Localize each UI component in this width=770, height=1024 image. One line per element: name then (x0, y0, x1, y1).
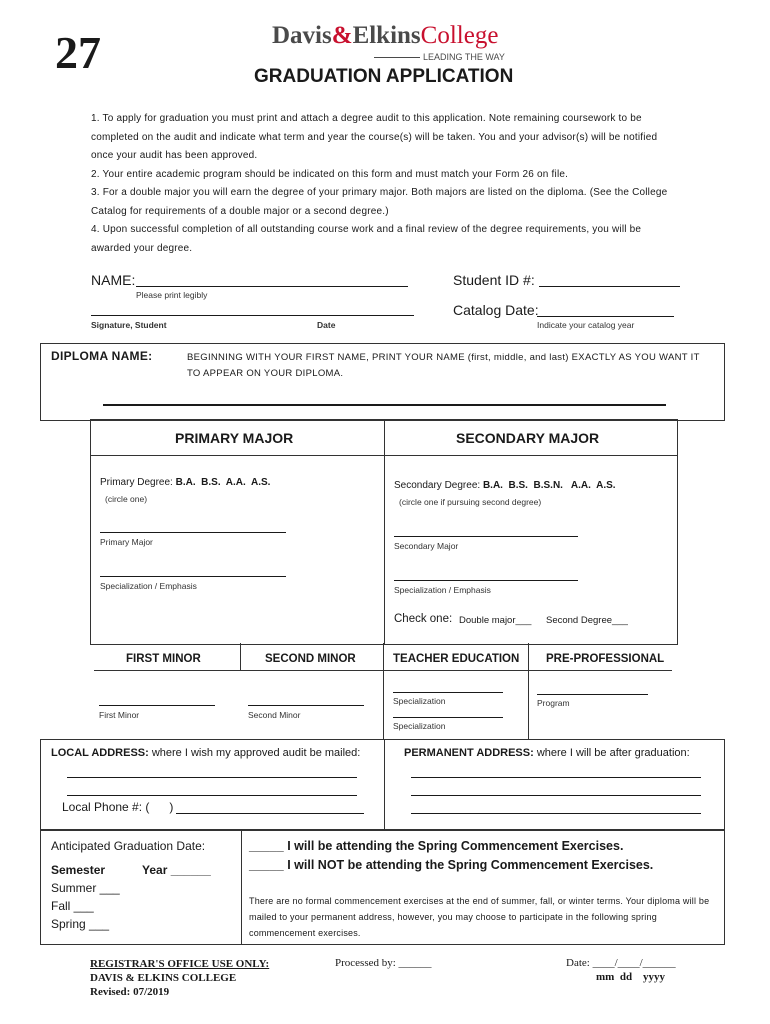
commencement-note: There are no formal commencement exercises at the end of summer, fall, or winter terms. Your diploma will be mailed to your permanent address, however, you may choose to participate in the following spring commencement exercises. (249, 896, 710, 938)
local-address-line1[interactable] (67, 777, 357, 778)
teacher-spec1-field[interactable] (393, 692, 503, 693)
diploma-instruction: BEGINNING WITH YOUR FIRST NAME, PRINT YOUR NAME (first, middle, and last) EXACTLY AS YOU WANT IT TO APPEAR ON YOUR DIPLOMA. (187, 352, 700, 379)
college-logo (272, 22, 512, 62)
registrar-heading: REGISTRAR'S OFFICE USE ONLY: (90, 958, 270, 970)
secondary-degree-label: Secondary Degree: (394, 480, 481, 491)
diploma-box (40, 343, 725, 421)
graduation-box (40, 829, 725, 945)
local-phone-field[interactable] (176, 813, 364, 814)
teacher-spec2-field[interactable] (393, 717, 503, 718)
permanent-address-line2[interactable] (411, 795, 701, 796)
minors-section (90, 643, 676, 739)
year-field[interactable]: Year ______ (142, 863, 211, 877)
signature-label: Signature, Student (91, 320, 167, 330)
logo-college: College (420, 22, 499, 49)
diploma-name-field[interactable] (103, 404, 666, 406)
primary-major-heading: PRIMARY MAJOR (175, 430, 294, 446)
name-field[interactable] (136, 286, 408, 287)
summer-option[interactable]: Summer ___ (51, 881, 120, 895)
check-one-label: Check one: (394, 613, 453, 625)
registrar-block (90, 957, 269, 999)
fall-option[interactable]: Fall ___ (51, 899, 94, 913)
name-hint: Please print legibly (136, 290, 208, 300)
teacher-spec1-label: Specialization (393, 696, 446, 706)
pre-professional-field[interactable] (537, 694, 648, 695)
double-major-option[interactable]: Double major___ (459, 615, 532, 626)
first-minor-field[interactable] (99, 705, 215, 706)
instructions (91, 110, 681, 258)
attending-option[interactable]: _____ I will be attending the Spring Commencement Exercises. (249, 839, 624, 853)
second-degree-option[interactable]: Second Degree___ (546, 615, 628, 626)
second-minor-heading: SECOND MINOR (265, 653, 356, 665)
first-minor-heading: FIRST MINOR (126, 653, 201, 665)
primary-spec-field[interactable] (100, 576, 286, 577)
secondary-major-heading: SECONDARY MAJOR (456, 430, 600, 446)
logo-amp: & (331, 22, 353, 49)
form-number: 27 (55, 27, 101, 78)
teacher-spec2-label: Specialization (393, 721, 446, 731)
secondary-spec-label: Specialization / Emphasis (394, 585, 491, 595)
majors-box (90, 419, 678, 645)
diploma-label: DIPLOMA NAME: (51, 349, 153, 363)
student-id-field[interactable] (539, 286, 680, 287)
secondary-major-field[interactable] (394, 536, 578, 537)
anticipated-graduation-label: Anticipated Graduation Date: (51, 839, 206, 853)
primary-spec-label: Specialization / Emphasis (100, 581, 197, 591)
registrar-revised: Revised: 07/2019 (90, 986, 170, 998)
logo-name-left: Davis (272, 22, 332, 49)
signature-field[interactable] (91, 315, 414, 316)
primary-degree-label: Primary Degree: (100, 477, 173, 488)
logo-tagline: LEADING THE WAY (420, 52, 508, 62)
logo-name-right: Elkins (352, 22, 421, 49)
program-label: Program (537, 698, 570, 708)
primary-circle-hint: (circle one) (105, 494, 148, 504)
secondary-spec-field[interactable] (394, 580, 578, 581)
catalog-hint: Indicate your catalog year (537, 320, 635, 330)
second-minor-field[interactable] (248, 705, 364, 706)
primary-degree-options[interactable]: B.A. B.S. A.A. A.S. (175, 477, 271, 488)
secondary-circle-hint: (circle one if pursuing second degree) (399, 497, 542, 507)
local-phone-label: Local Phone #: ( ) (62, 800, 174, 814)
page-title: GRADUATION APPLICATION (254, 66, 514, 87)
spring-option[interactable]: Spring ___ (51, 917, 110, 931)
processed-by: Processed by: ______ (335, 957, 432, 969)
address-box (40, 739, 725, 831)
permanent-address-line3[interactable] (411, 813, 701, 814)
semester-label: Semester (51, 863, 106, 877)
catalog-label: Catalog Date: (453, 302, 539, 318)
first-minor-label: First Minor (99, 710, 140, 720)
student-id-label: Student ID #: (453, 272, 535, 288)
permanent-address-label: PERMANENT ADDRESS: (404, 747, 534, 759)
local-address-desc: where I wish my approved audit be mailed: (148, 747, 361, 759)
primary-major-label: Primary Major (100, 537, 153, 547)
instruction-1: 1. To apply for graduation you must print and attach a degree audit to this application. Note remaining coursework to be completed on the audit and indicate what term and year the course(s) will be taken. You and your advisor(s) will be notified once your audit has been approved. (91, 113, 658, 161)
local-address-line2[interactable] (67, 795, 357, 796)
pre-professional-heading: PRE-PROFESSIONAL (546, 653, 665, 665)
instruction-4: 4. Upon successful completion of all outstanding course work and a final review of the degree requirements, you will be awarded your degree. (91, 224, 642, 254)
permanent-address-desc: where I will be after graduation: (533, 747, 690, 759)
permanent-address-line1[interactable] (411, 777, 701, 778)
registrar-date-hint: mm dd yyyy (596, 971, 666, 983)
registrar-date: Date: ____/____/______ (566, 957, 676, 969)
name-label: NAME: (91, 272, 136, 288)
second-minor-label: Second Minor (248, 710, 301, 720)
catalog-field[interactable] (537, 316, 674, 317)
local-address-label: LOCAL ADDRESS: (51, 747, 149, 759)
teacher-education-heading: TEACHER EDUCATION (393, 653, 520, 665)
primary-major-field[interactable] (100, 532, 286, 533)
secondary-degree-options[interactable]: B.A. B.S. B.S.N. A.A. A.S. (482, 480, 616, 491)
registrar-college: DAVIS & ELKINS COLLEGE (90, 972, 237, 984)
instruction-2: 2. Your entire academic program should be indicated on this form and must match your Form 26 on file. (91, 168, 569, 180)
not-attending-option[interactable]: _____ I will NOT be attending the Spring Commencement Exercises. (249, 858, 654, 872)
date-label: Date (317, 320, 336, 330)
secondary-major-label: Secondary Major (394, 541, 459, 551)
instruction-3: 3. For a double major you will earn the degree of your primary major. Both majors are listed on the diploma. (See the College Catalog for requirements of a double major or a second degree.) (91, 187, 668, 217)
